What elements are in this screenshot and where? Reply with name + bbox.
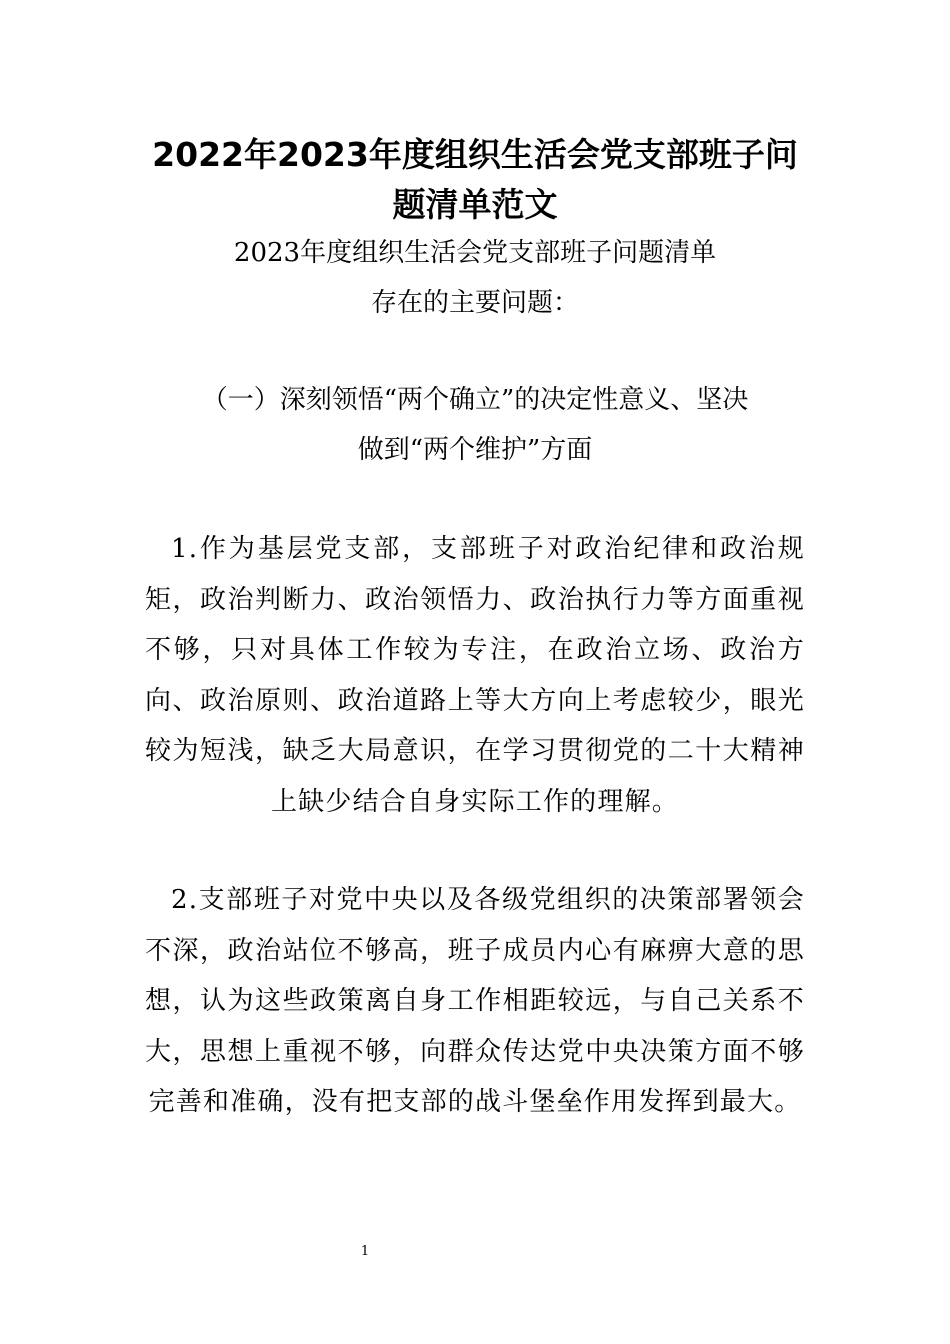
document-subtitle: 2023年度组织生活会党支部班子问题清单 — [233, 238, 717, 268]
document-title: 2022年2023年度组织生活会党支部班子问题清单范文 — [152, 135, 798, 224]
intro-line: 存在的主要问题： — [370, 288, 579, 318]
page-number: 1 — [360, 1244, 370, 1259]
paragraph-2: 2.支部班子对党中央以及各级党组织的决策部署领会不深，政治站位不够高，班子成员内心有麻痹大意的思想，认为这些政策离自身工作相距较远，与自己关系不大，思想上重视不够，向群众传达党中央决策方面不够完善和准确，没有把支部的战斗堡垒作用发挥到最大。 — [145, 885, 805, 1117]
section-heading-line-1: （一）深刻领悟“两个确立”的决定性意义、坚决 — [201, 385, 749, 415]
section-heading-line-2: 做到“两个维护”方面 — [357, 435, 593, 465]
paragraph-1: 1.作为基层党支部，支部班子对政治纪律和政治规矩，政治判断力、政治领悟力、政治执行力等方面重视不够，只对具体工作较为专注，在政治立场、政治方向、政治原则、政治道路上等大方向上考虑较少，眼光较为短浅，缺乏大局意识，在学习贯彻党的二十大精神上缺少结合自身实际工作的理解。 — [145, 534, 805, 817]
